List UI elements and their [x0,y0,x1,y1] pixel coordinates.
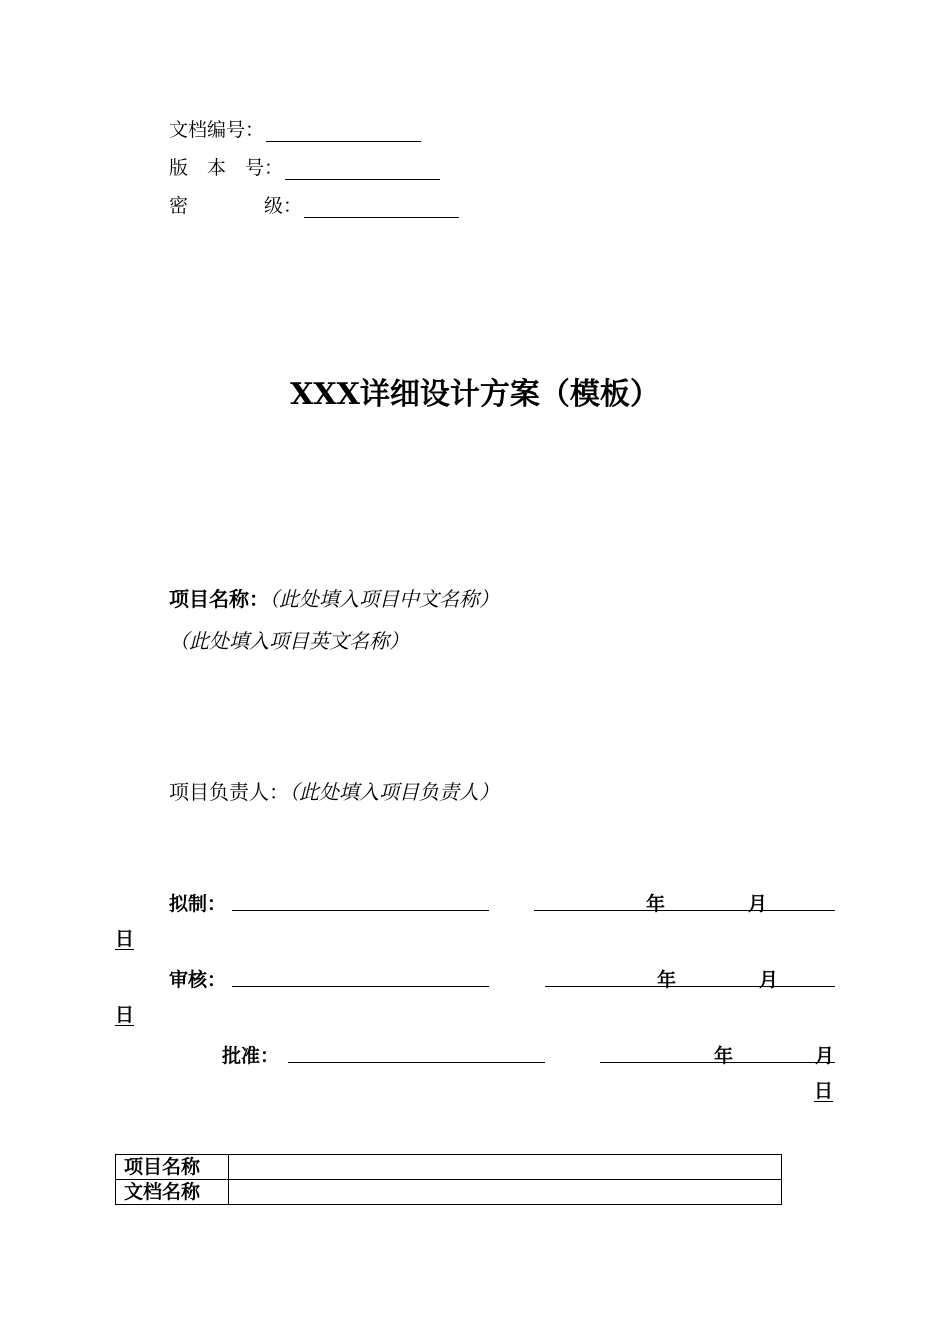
table-value-doc-name[interactable] [229,1180,782,1205]
version-field[interactable] [285,159,440,180]
table-value-project-name[interactable] [229,1155,782,1180]
table-label-project-name: 项目名称 [116,1155,229,1180]
project-name-row [169,583,499,612]
table-row [116,1155,782,1180]
draft-label: 拟制： [169,893,227,915]
approve-month: 月 [815,1045,835,1067]
review-label: 审核： [169,969,227,991]
security-label: 密 级： [169,195,303,217]
doc-number-field[interactable] [266,121,421,142]
doc-number-label: 文档编号： [169,119,265,141]
approve-year: 年 [714,1045,734,1067]
table-label-doc-name: 文档名称 [116,1180,229,1205]
table-row [116,1180,782,1205]
approve-label: 批准： [222,1045,280,1067]
project-leader-label: 项目负责人： [169,780,289,804]
review-name-line[interactable] [232,986,489,987]
approve-day: 日 [814,1080,834,1102]
draft-name-line[interactable] [232,910,489,911]
approve-name-line[interactable] [288,1062,545,1063]
project-name-cn[interactable]: （此处填入项目中文名称） [269,587,499,611]
draft-month: 月 [748,893,768,915]
version-row [169,156,440,180]
project-leader-row [169,776,499,805]
project-name-en[interactable]: （此处填入项目英文名称） [169,629,409,653]
draft-day: 日 [115,928,135,950]
draft-date-line[interactable] [534,910,835,911]
review-year: 年 [657,969,677,991]
draft-year: 年 [646,893,666,915]
info-table [115,1154,782,1205]
project-name-label: 项目名称： [169,587,269,611]
security-row [169,194,459,218]
review-day: 日 [115,1004,135,1026]
version-label: 版 本 号： [169,157,284,179]
security-field[interactable] [304,197,459,218]
document-title: XXX详细设计方案（模板） [290,377,660,412]
review-month: 月 [759,969,779,991]
review-date-line[interactable] [545,986,835,987]
project-leader-value[interactable]: （此处填入项目负责人） [289,780,499,804]
doc-number-row [169,118,421,142]
